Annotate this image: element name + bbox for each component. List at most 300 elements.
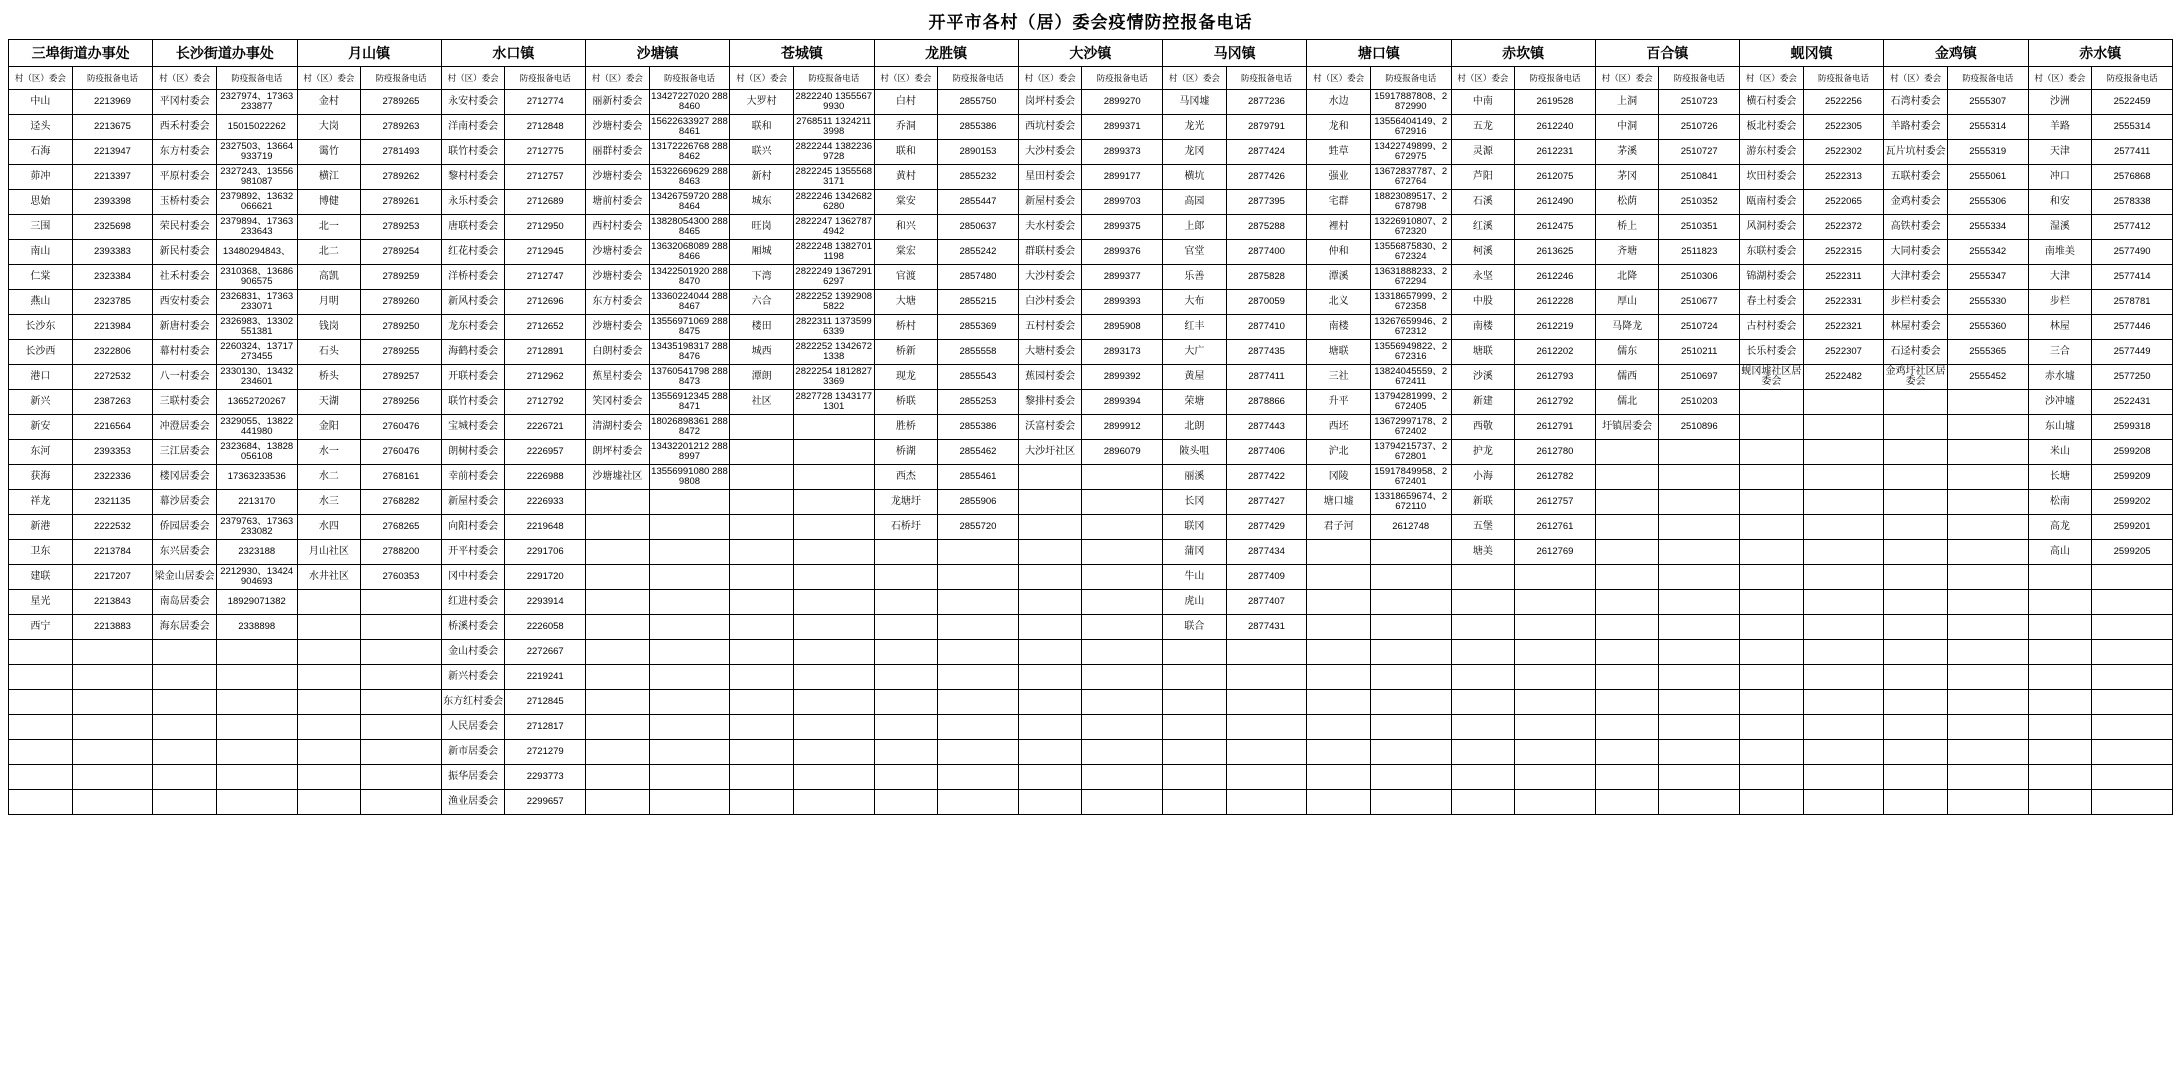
- village-name-cell: 侨园居委会: [153, 515, 217, 540]
- village-name-cell: 水三: [297, 490, 361, 515]
- empty-cell: [216, 740, 297, 765]
- village-name-cell: 夫水村委会: [1018, 215, 1082, 240]
- empty-cell: [9, 715, 73, 740]
- empty-cell: [297, 640, 361, 665]
- phone-number-cell: 2612240: [1515, 115, 1596, 140]
- phone-number-cell: 2855543: [938, 365, 1019, 390]
- phone-number-cell: 2522315: [1803, 240, 1884, 265]
- empty-cell: [1947, 690, 2028, 715]
- empty-cell: [1659, 640, 1740, 665]
- group-header: 沙塘镇: [586, 40, 730, 67]
- empty-cell: [1018, 790, 1082, 815]
- village-name-cell: 白村: [874, 90, 938, 115]
- empty-cell: [938, 565, 1019, 590]
- table-row: [9, 215, 2173, 240]
- empty-cell: [1884, 590, 1948, 615]
- empty-cell: [1595, 715, 1659, 740]
- empty-cell: [1082, 590, 1163, 615]
- empty-cell: [874, 790, 938, 815]
- phone-number-cell: 2619528: [1515, 90, 1596, 115]
- empty-cell: [2028, 590, 2092, 615]
- empty-cell: [1018, 765, 1082, 790]
- phone-number-cell: 2781493: [361, 140, 442, 165]
- phone-number-cell: 2855215: [938, 290, 1019, 315]
- column-header-name: 村（区）委会: [1884, 67, 1948, 90]
- empty-cell: [1947, 565, 2028, 590]
- empty-cell: [1740, 465, 1804, 490]
- empty-cell: [1370, 740, 1451, 765]
- village-name-cell: 儒西: [1595, 365, 1659, 390]
- empty-cell: [1947, 440, 2028, 465]
- group-header: 百合镇: [1595, 40, 1739, 67]
- column-header-name: 村（区）委会: [1595, 67, 1659, 90]
- village-name-cell: 联冈: [1163, 515, 1227, 540]
- village-name-cell: 桥新: [874, 340, 938, 365]
- phone-number-cell: 2293914: [505, 590, 586, 615]
- village-name-cell: 星田村委会: [1018, 165, 1082, 190]
- empty-cell: [2028, 640, 2092, 665]
- empty-cell: [72, 740, 153, 765]
- column-header-phone: 防疫报备电话: [1803, 67, 1884, 90]
- empty-cell: [1082, 615, 1163, 640]
- phone-number-cell: 2522302: [1803, 140, 1884, 165]
- phone-number-cell: 2877426: [1226, 165, 1307, 190]
- empty-cell: [216, 640, 297, 665]
- phone-number-cell: 2576868: [2092, 165, 2173, 190]
- phone-number-cell: 2789265: [361, 90, 442, 115]
- village-name-cell: 虎山: [1163, 590, 1227, 615]
- empty-cell: [1163, 715, 1227, 740]
- village-name-cell: 中南: [1451, 90, 1515, 115]
- empty-cell: [1082, 540, 1163, 565]
- empty-cell: [1803, 665, 1884, 690]
- village-name-cell: 沙溪: [1451, 365, 1515, 390]
- village-name-cell: 圩镇居委会: [1595, 415, 1659, 440]
- phone-number-cell: 2612791: [1515, 415, 1596, 440]
- empty-cell: [361, 665, 442, 690]
- empty-cell: [1082, 740, 1163, 765]
- village-name-cell: 龙东村委会: [441, 315, 505, 340]
- phone-number-cell: 13824045559、2672411: [1370, 365, 1451, 390]
- empty-cell: [1370, 640, 1451, 665]
- empty-cell: [297, 715, 361, 740]
- empty-cell: [361, 740, 442, 765]
- empty-cell: [1515, 740, 1596, 765]
- column-header-name: 村（区）委会: [2028, 67, 2092, 90]
- village-name-cell: 霭竹: [297, 140, 361, 165]
- empty-cell: [793, 715, 874, 740]
- empty-cell: [1018, 590, 1082, 615]
- empty-cell: [1163, 665, 1227, 690]
- phone-number-cell: 2522482: [1803, 365, 1884, 390]
- empty-cell: [9, 665, 73, 690]
- village-name-cell: 东方红村委会: [441, 690, 505, 715]
- village-name-cell: 芦阳: [1451, 165, 1515, 190]
- phone-number-cell: 2326983、13302551381: [216, 315, 297, 340]
- empty-cell: [1515, 715, 1596, 740]
- empty-cell: [153, 665, 217, 690]
- sub-header-row: [9, 67, 2173, 90]
- phone-number-cell: 2899393: [1082, 290, 1163, 315]
- phone-number-cell: 13760541798 2888473: [649, 365, 730, 390]
- village-name-cell: 永安村委会: [441, 90, 505, 115]
- empty-cell: [586, 640, 650, 665]
- phone-number-cell: 13422501920 2888470: [649, 265, 730, 290]
- phone-number-cell: 2789255: [361, 340, 442, 365]
- phone-number-cell: 2712689: [505, 190, 586, 215]
- village-name-cell: 官堂: [1163, 240, 1227, 265]
- column-header-phone: 防疫报备电话: [216, 67, 297, 90]
- village-name-cell: 北朗: [1163, 415, 1227, 440]
- phone-number-cell: 2855386: [938, 115, 1019, 140]
- phone-number-cell: 2599209: [2092, 465, 2173, 490]
- column-header-phone: 防疫报备电话: [1947, 67, 2028, 90]
- phone-number-cell: 2855461: [938, 465, 1019, 490]
- village-name-cell: 联兴: [730, 140, 794, 165]
- empty-cell: [2028, 690, 2092, 715]
- village-name-cell: 游东村委会: [1740, 140, 1804, 165]
- village-name-cell: 月山社区: [297, 540, 361, 565]
- phone-number-cell: 2877406: [1226, 440, 1307, 465]
- phone-number-cell: 2612757: [1515, 490, 1596, 515]
- village-name-cell: 西坯: [1307, 415, 1371, 440]
- phone-number-cell: 2510841: [1659, 165, 1740, 190]
- empty-cell: [1884, 740, 1948, 765]
- empty-cell: [1947, 465, 2028, 490]
- village-name-cell: 丽群村委会: [586, 140, 650, 165]
- table-row: [9, 440, 2173, 465]
- phone-number-cell: 2712792: [505, 390, 586, 415]
- phone-number-cell: 13432201212 2888997: [649, 440, 730, 465]
- village-name-cell: 长冈: [1163, 490, 1227, 515]
- empty-cell: [1595, 790, 1659, 815]
- empty-cell: [1018, 615, 1082, 640]
- table-row: [9, 740, 2173, 765]
- empty-cell: [1740, 390, 1804, 415]
- phone-number-cell: 13556971069 2888475: [649, 315, 730, 340]
- phone-number-cell: 2327974、17363233877: [216, 90, 297, 115]
- phone-number-cell: 2599208: [2092, 440, 2173, 465]
- column-header-phone: 防疫报备电话: [505, 67, 586, 90]
- column-header-phone: 防疫报备电话: [361, 67, 442, 90]
- village-name-cell: 大沙村委会: [1018, 265, 1082, 290]
- phone-number-cell: 2379892、13632066621: [216, 190, 297, 215]
- phone-number-cell: 2789253: [361, 215, 442, 240]
- phone-number-cell: 2522305: [1803, 115, 1884, 140]
- village-name-cell: 渔业居委会: [441, 790, 505, 815]
- phone-number-cell: 2899373: [1082, 140, 1163, 165]
- phone-number-cell: 2612231: [1515, 140, 1596, 165]
- village-name-cell: 宝城村委会: [441, 415, 505, 440]
- phone-number-cell: 2877407: [1226, 590, 1307, 615]
- phone-number-cell: 2822240 13555679930: [793, 90, 874, 115]
- empty-cell: [1307, 665, 1371, 690]
- phone-number-cell: 2721279: [505, 740, 586, 765]
- phone-number-cell: 2291720: [505, 565, 586, 590]
- empty-cell: [1595, 565, 1659, 590]
- village-name-cell: 冲澄居委会: [153, 415, 217, 440]
- village-name-cell: 沙塘墟社区: [586, 465, 650, 490]
- empty-cell: [1595, 465, 1659, 490]
- phone-number-cell: 2612490: [1515, 190, 1596, 215]
- empty-cell: [874, 540, 938, 565]
- village-name-cell: 祥龙: [9, 490, 73, 515]
- village-name-cell: 幕沙居委会: [153, 490, 217, 515]
- phone-number-cell: 2855558: [938, 340, 1019, 365]
- empty-cell: [9, 690, 73, 715]
- phone-number-cell: 13652720267: [216, 390, 297, 415]
- group-header: 龙胜镇: [874, 40, 1018, 67]
- empty-cell: [1451, 640, 1515, 665]
- empty-cell: [1740, 565, 1804, 590]
- phone-number-cell: 13360224044 2888467: [649, 290, 730, 315]
- phone-number-cell: 2219241: [505, 665, 586, 690]
- phone-number-cell: 2555061: [1947, 165, 2028, 190]
- empty-cell: [297, 690, 361, 715]
- empty-cell: [730, 790, 794, 815]
- village-name-cell: 洋南村委会: [441, 115, 505, 140]
- village-name-cell: 南岛居委会: [153, 590, 217, 615]
- empty-cell: [649, 540, 730, 565]
- empty-cell: [1595, 740, 1659, 765]
- village-name-cell: 永坚: [1451, 265, 1515, 290]
- empty-cell: [1803, 490, 1884, 515]
- phone-number-cell: 2712696: [505, 290, 586, 315]
- village-name-cell: 冈陵: [1307, 465, 1371, 490]
- phone-number-cell: 2877431: [1226, 615, 1307, 640]
- village-name-cell: 博健: [297, 190, 361, 215]
- phone-number-cell: 13318657999、2672358: [1370, 290, 1451, 315]
- empty-cell: [1803, 715, 1884, 740]
- table-row: [9, 715, 2173, 740]
- phone-number-cell: 2893173: [1082, 340, 1163, 365]
- phone-number-cell: 2768511 13242113998: [793, 115, 874, 140]
- village-name-cell: 金鸡圩社区居委会: [1884, 365, 1948, 390]
- village-name-cell: 现龙: [874, 365, 938, 390]
- empty-cell: [1740, 490, 1804, 515]
- village-name-cell: 人民居委会: [441, 715, 505, 740]
- phone-number-cell: 2510351: [1659, 215, 1740, 240]
- phone-number-cell: 2877422: [1226, 465, 1307, 490]
- phone-number-cell: 2768161: [361, 465, 442, 490]
- empty-cell: [793, 690, 874, 715]
- table-row: [9, 165, 2173, 190]
- village-name-cell: 棠安: [874, 190, 938, 215]
- empty-cell: [1659, 690, 1740, 715]
- phone-number-cell: 13422749899、2672975: [1370, 140, 1451, 165]
- phone-number-cell: 2870059: [1226, 290, 1307, 315]
- empty-cell: [1947, 790, 2028, 815]
- village-name-cell: 中股: [1451, 290, 1515, 315]
- phone-number-cell: 2899375: [1082, 215, 1163, 240]
- village-name-cell: 获海: [9, 465, 73, 490]
- empty-cell: [2028, 565, 2092, 590]
- empty-cell: [649, 640, 730, 665]
- empty-cell: [793, 565, 874, 590]
- phone-number-cell: 2896079: [1082, 440, 1163, 465]
- phone-number-cell: 2612246: [1515, 265, 1596, 290]
- village-name-cell: 东兴居委会: [153, 540, 217, 565]
- phone-number-cell: 2213675: [72, 115, 153, 140]
- village-name-cell: 朗树村委会: [441, 440, 505, 465]
- village-name-cell: 乐善: [1163, 265, 1227, 290]
- empty-cell: [1884, 390, 1948, 415]
- empty-cell: [938, 640, 1019, 665]
- empty-cell: [1163, 640, 1227, 665]
- empty-cell: [2092, 690, 2173, 715]
- village-name-cell: 燕山: [9, 290, 73, 315]
- village-name-cell: 新安: [9, 415, 73, 440]
- phone-number-cell: 2522321: [1803, 315, 1884, 340]
- village-name-cell: 天津: [2028, 140, 2092, 165]
- village-name-cell: 仲和: [1307, 240, 1371, 265]
- village-name-cell: 大塘: [874, 290, 938, 315]
- phone-number-cell: 2216564: [72, 415, 153, 440]
- village-name-cell: 马冈墟: [1163, 90, 1227, 115]
- phone-number-cell: 2712817: [505, 715, 586, 740]
- phone-number-cell: 2510306: [1659, 265, 1740, 290]
- phone-number-cell: 15622633927 2888461: [649, 115, 730, 140]
- village-name-cell: 步栏村委会: [1884, 290, 1948, 315]
- phone-number-cell: 2213969: [72, 90, 153, 115]
- empty-cell: [1740, 690, 1804, 715]
- village-name-cell: 茅冈: [1595, 165, 1659, 190]
- phone-number-cell: 13556912345 2888471: [649, 390, 730, 415]
- phone-number-cell: 2822248 13827011198: [793, 240, 874, 265]
- empty-cell: [938, 690, 1019, 715]
- phone-number-cell: 2877435: [1226, 340, 1307, 365]
- village-name-cell: 冲口: [2028, 165, 2092, 190]
- village-name-cell: 海鹤村委会: [441, 340, 505, 365]
- empty-cell: [1659, 490, 1740, 515]
- village-name-cell: 林屋: [2028, 315, 2092, 340]
- table-row: [9, 565, 2173, 590]
- table-row: [9, 115, 2173, 140]
- phone-number-cell: 2788200: [361, 540, 442, 565]
- empty-cell: [1659, 765, 1740, 790]
- empty-cell: [586, 690, 650, 715]
- empty-cell: [938, 715, 1019, 740]
- phone-number-cell: 2822311 13735996339: [793, 315, 874, 340]
- empty-cell: [1018, 465, 1082, 490]
- empty-cell: [874, 715, 938, 740]
- phone-number-cell: 2855447: [938, 190, 1019, 215]
- village-name-cell: 玉桥村委会: [153, 190, 217, 215]
- empty-cell: [1307, 715, 1371, 740]
- empty-cell: [72, 790, 153, 815]
- phone-number-cell: 2899703: [1082, 190, 1163, 215]
- phone-number-cell: 13556949822、2672316: [1370, 340, 1451, 365]
- village-name-cell: 红花村委会: [441, 240, 505, 265]
- empty-cell: [1226, 690, 1307, 715]
- village-name-cell: 高山: [2028, 540, 2092, 565]
- empty-cell: [938, 740, 1019, 765]
- empty-cell: [1740, 540, 1804, 565]
- phone-number-cell: 2712747: [505, 265, 586, 290]
- empty-cell: [2092, 615, 2173, 640]
- phone-number-cell: 2338898: [216, 615, 297, 640]
- empty-cell: [1515, 765, 1596, 790]
- phone-number-cell: 2899377: [1082, 265, 1163, 290]
- empty-cell: [1451, 565, 1515, 590]
- empty-cell: [297, 615, 361, 640]
- empty-cell: [1226, 665, 1307, 690]
- village-name-cell: 棠宏: [874, 240, 938, 265]
- phone-number-cell: 2578781: [2092, 290, 2173, 315]
- phone-number-cell: 2899394: [1082, 390, 1163, 415]
- village-name-cell: 星光: [9, 590, 73, 615]
- village-name-cell: 风洞村委会: [1740, 215, 1804, 240]
- empty-cell: [1659, 740, 1740, 765]
- phone-number-cell: 2522065: [1803, 190, 1884, 215]
- empty-cell: [1740, 715, 1804, 740]
- village-name-cell: 西敬: [1451, 415, 1515, 440]
- village-name-cell: 宅群: [1307, 190, 1371, 215]
- empty-cell: [2092, 765, 2173, 790]
- empty-cell: [153, 790, 217, 815]
- table-row: [9, 490, 2173, 515]
- empty-cell: [938, 540, 1019, 565]
- village-name-cell: 潭溪: [1307, 265, 1371, 290]
- empty-cell: [730, 465, 794, 490]
- phone-number-cell: 2510352: [1659, 190, 1740, 215]
- village-name-cell: 三围: [9, 215, 73, 240]
- empty-cell: [1451, 615, 1515, 640]
- empty-cell: [2092, 590, 2173, 615]
- phone-number-cell: 2323684、13828056108: [216, 440, 297, 465]
- village-name-cell: 下湾: [730, 265, 794, 290]
- phone-number-cell: 2789259: [361, 265, 442, 290]
- phone-number-cell: 2613625: [1515, 240, 1596, 265]
- village-name-cell: 桥上: [1595, 215, 1659, 240]
- phone-number-cell: 2822244 13822369728: [793, 140, 874, 165]
- empty-cell: [1595, 665, 1659, 690]
- phone-number-cell: 2822249 13672916297: [793, 265, 874, 290]
- empty-cell: [2092, 740, 2173, 765]
- phone-number-cell: 2850637: [938, 215, 1019, 240]
- village-name-cell: 东方村委会: [153, 140, 217, 165]
- empty-cell: [649, 790, 730, 815]
- village-name-cell: 高凯: [297, 265, 361, 290]
- phone-number-cell: 2712774: [505, 90, 586, 115]
- empty-cell: [1370, 615, 1451, 640]
- column-header-phone: 防疫报备电话: [72, 67, 153, 90]
- empty-cell: [586, 715, 650, 740]
- village-name-cell: 羊路: [2028, 115, 2092, 140]
- empty-cell: [1884, 715, 1948, 740]
- column-header-name: 村（区）委会: [441, 67, 505, 90]
- phone-number-cell: 2555334: [1947, 215, 2028, 240]
- phone-number-cell: 2877409: [1226, 565, 1307, 590]
- empty-cell: [1370, 790, 1451, 815]
- phone-number-cell: 2822245 13555683171: [793, 165, 874, 190]
- village-name-cell: 塘口墟: [1307, 490, 1371, 515]
- village-name-cell: 桥村: [874, 315, 938, 340]
- empty-cell: [1884, 565, 1948, 590]
- phone-number-cell: 13672837787、2672764: [1370, 165, 1451, 190]
- village-name-cell: 龙和: [1307, 115, 1371, 140]
- table-row: [9, 615, 2173, 640]
- empty-cell: [1884, 640, 1948, 665]
- phone-number-cell: 2712757: [505, 165, 586, 190]
- phone-number-cell: 2899912: [1082, 415, 1163, 440]
- empty-cell: [1947, 415, 2028, 440]
- empty-cell: [1307, 615, 1371, 640]
- village-name-cell: 桥联: [874, 390, 938, 415]
- phone-number-cell: 2522311: [1803, 265, 1884, 290]
- phone-number-cell: 2875828: [1226, 265, 1307, 290]
- phone-number-cell: 2875288: [1226, 215, 1307, 240]
